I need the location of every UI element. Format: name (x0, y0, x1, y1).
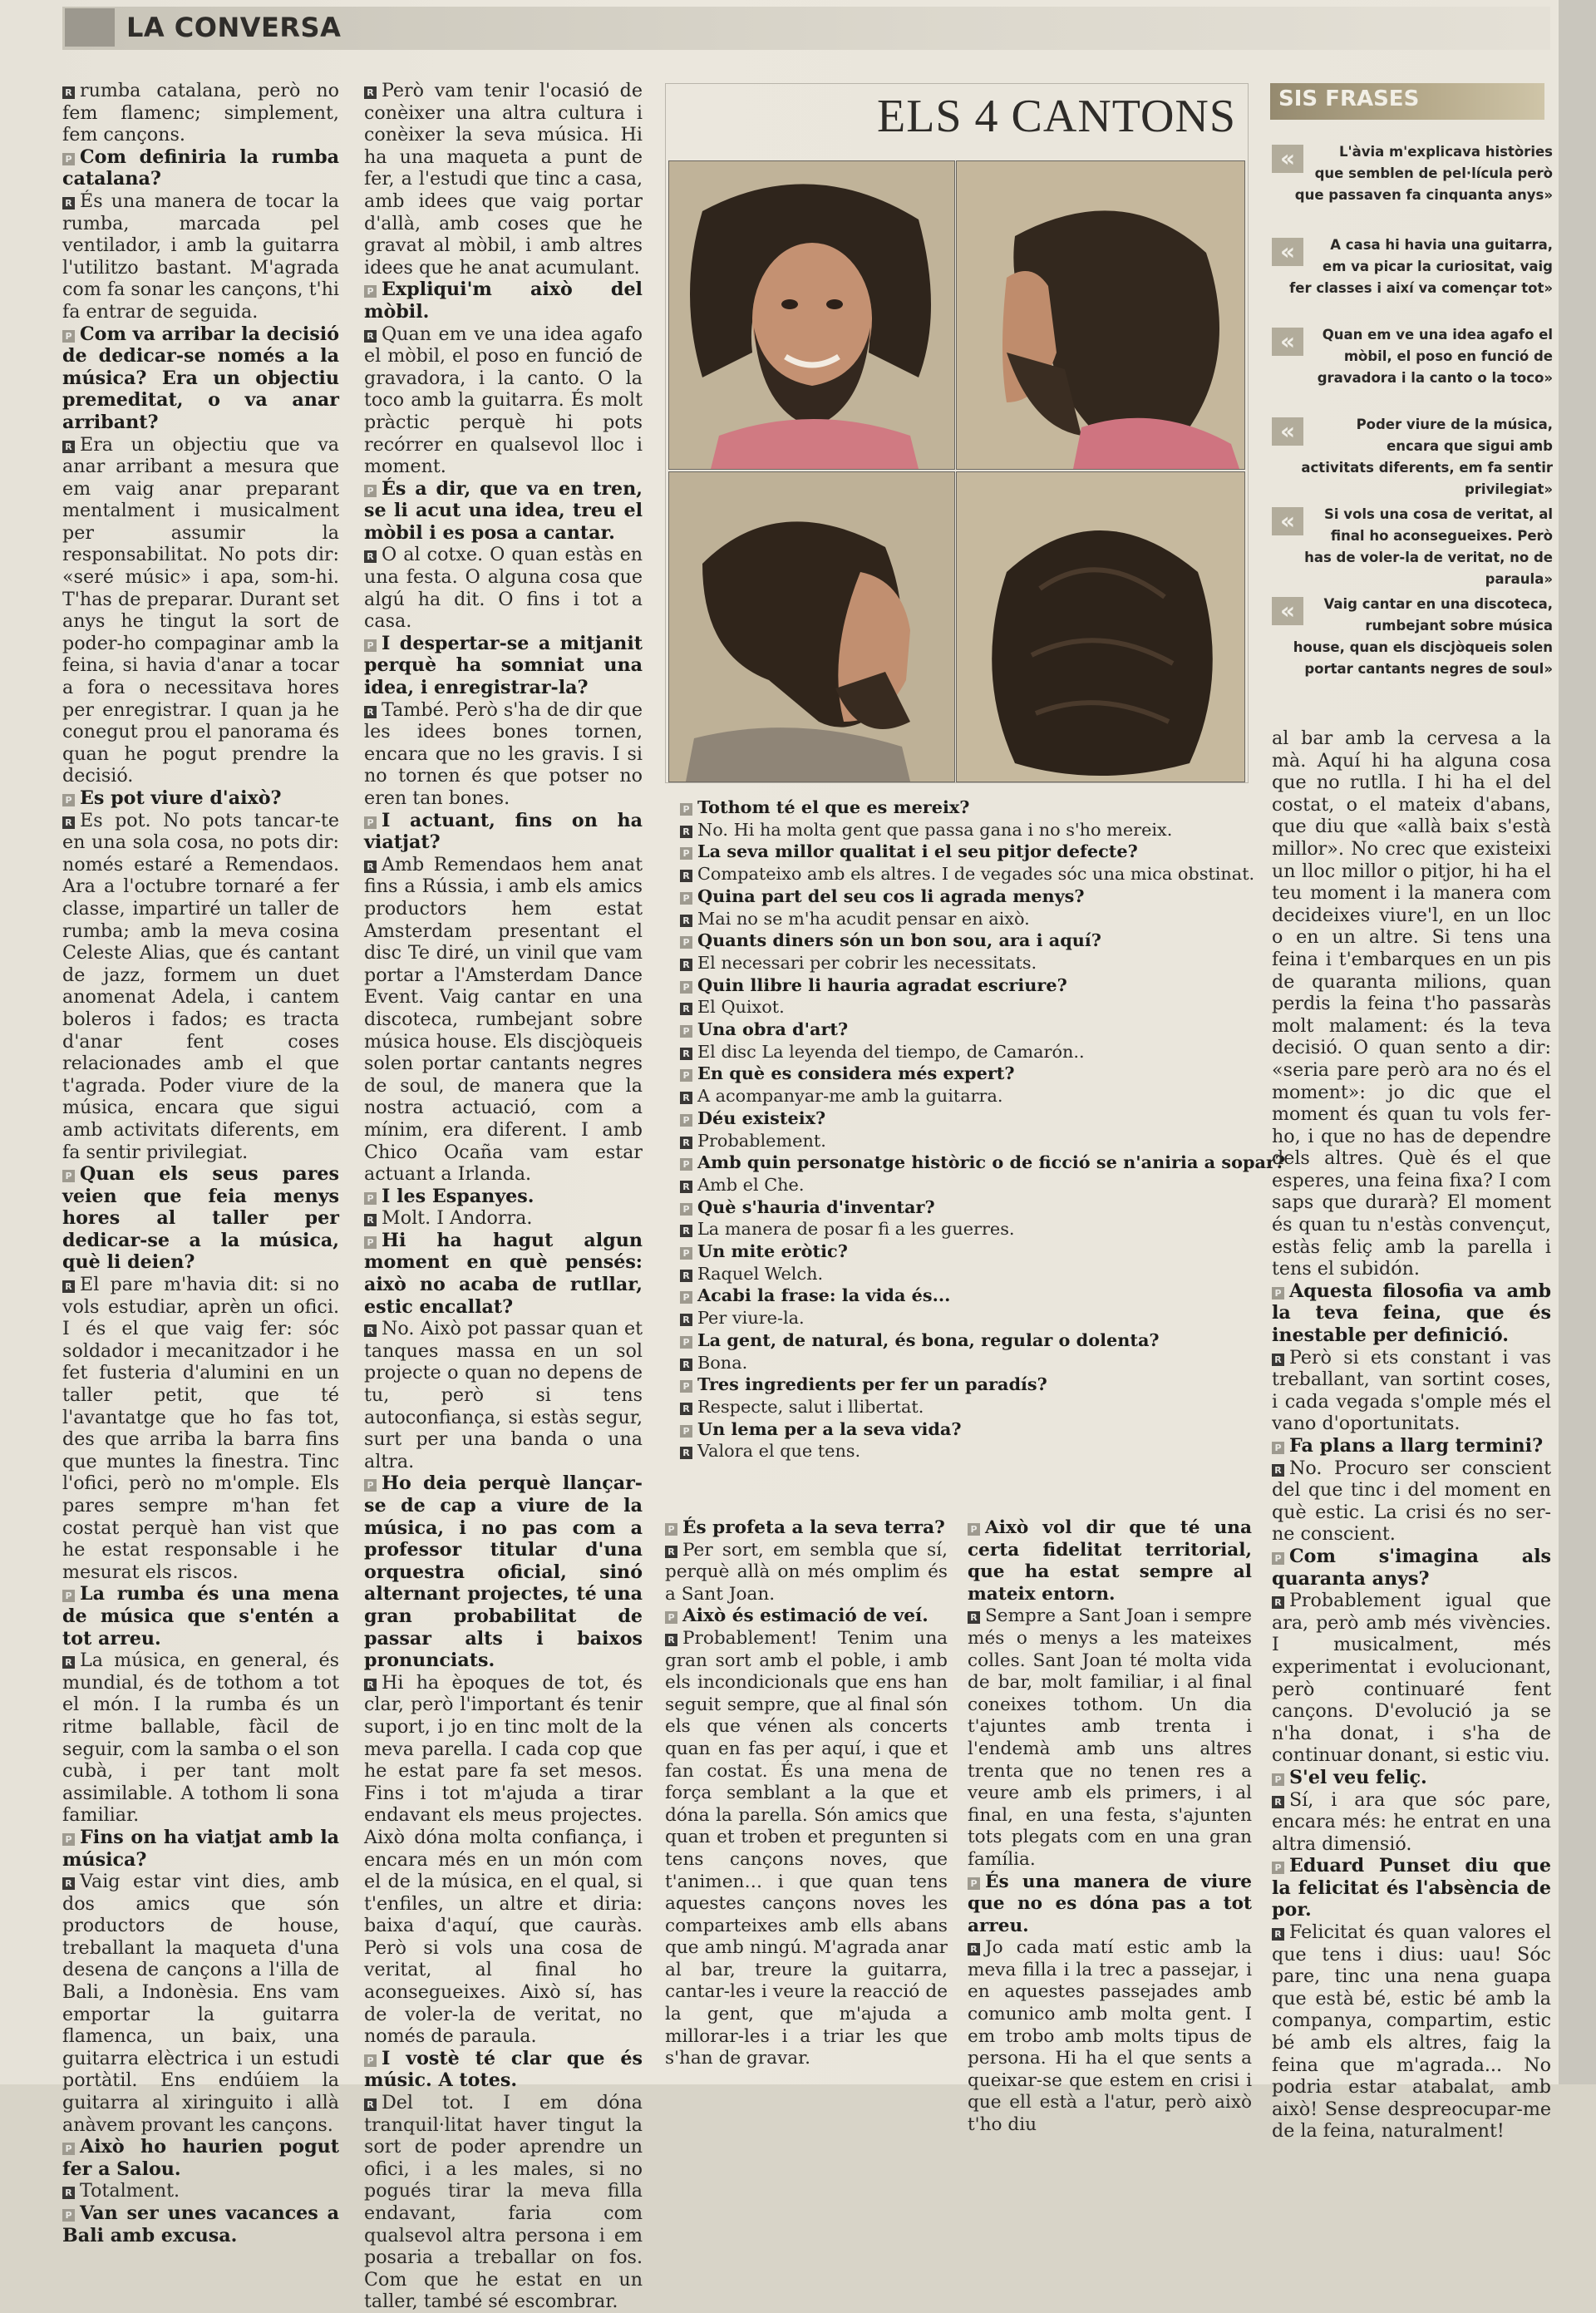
question (1272, 1435, 1551, 1457)
question-text: I vostè té clar que és músic. A totes. (364, 2047, 643, 2092)
answer-marker: R (62, 86, 75, 99)
question-text: I despertar-se a mitjanit perquè ha somniat una idea, i enregistrar-la? (364, 632, 643, 699)
question-text: Quina part del seu cos li agrada menys? (697, 885, 1085, 906)
answer-text: Amb el Che. (697, 1174, 805, 1195)
question (680, 1373, 1254, 1396)
answer-marker: R (364, 1324, 377, 1337)
question-marker: P (680, 936, 692, 949)
answer (364, 323, 643, 478)
quote-text: Quan em ve una idea agafo el mòbil, el poso en funció de gravadora i la canto o la toco» (1317, 327, 1553, 386)
answer (680, 1174, 1254, 1196)
answer-marker: R (680, 1225, 692, 1237)
question (680, 1107, 1254, 1130)
question-marker: P (364, 639, 377, 652)
answer-marker: R (680, 1181, 692, 1193)
answer-marker: R (364, 86, 377, 99)
answer (680, 819, 1254, 841)
question-marker: P (680, 1425, 692, 1438)
question-marker: P (364, 1236, 377, 1249)
answer-text: La manera de posar fi a les guerres. (697, 1219, 1015, 1240)
question-marker: P (665, 1611, 677, 1624)
quote-mark-icon: « (1272, 597, 1303, 625)
answer-text: Raquel Welch. (697, 1263, 824, 1284)
question-text: Un lema per a la seva vida? (697, 1418, 962, 1439)
answer-marker: R (364, 861, 377, 873)
sis-frases-quote (1270, 234, 1553, 299)
answer (364, 699, 643, 810)
answer-marker: R (1272, 1928, 1284, 1941)
question-text: Què s'hauria d'inventar? (697, 1196, 935, 1217)
question-marker: P (680, 1158, 692, 1171)
question (665, 1605, 948, 1628)
question (680, 974, 1254, 997)
question-marker: P (680, 1069, 692, 1082)
answer-marker: R (1272, 1464, 1284, 1477)
question (680, 841, 1254, 863)
question-text: Això ho haurien pogut fer a Salou. (62, 2136, 339, 2180)
question-marker: P (968, 1523, 980, 1536)
question-text: Quants diners són un bon sou, ara i aquí? (697, 930, 1101, 951)
portrait-back-photo (956, 471, 1245, 782)
question-marker: P (364, 285, 377, 298)
question (62, 1827, 339, 1871)
answer (1272, 1921, 1551, 2143)
answer-text: Però si ets constant i vas treballant, van sortint coses, i cada vegada s'omple més el vano d'oportunitats. (1272, 1346, 1551, 1435)
question (364, 1230, 643, 1318)
question-marker: P (62, 2143, 75, 2155)
answer-text: Valora el que tens. (697, 1441, 861, 1462)
answer-text: Vaig estar vint dies, amb dos amics que són productors de house, treballant la maqueta d'una desena de cançons a l'illa de Bali, a Indonèsia. Ens vam emportar la guitarra flamenca, un baix, una guitarra elèctrica i un estudi portàtil. Ens endúiem la guitarra al xiringuito i allà anàvem provant les cançons. (62, 1871, 339, 2136)
answer (62, 434, 339, 788)
answer (680, 1396, 1254, 1418)
answer-marker: R (680, 1359, 692, 1371)
question-marker: P (1272, 1862, 1284, 1874)
answer-text: Respecte, salut i llibertat. (697, 1396, 924, 1417)
answer-marker: R (364, 550, 377, 563)
question-text: Fa plans a llarg termini? (1289, 1435, 1544, 1457)
answer-marker: R (364, 1679, 377, 1691)
question-marker: P (62, 153, 75, 165)
question (680, 1285, 1254, 1307)
answer-text: O al cotxe. O quan estàs en una festa. O alguna cosa que algú ha dit. O fins i tot a casa. (364, 544, 643, 633)
question-marker: P (62, 330, 75, 343)
answer-text: No. Hi ha molta gent que passa gana i no s'ho mereix. (697, 819, 1173, 840)
question-marker: P (1272, 1287, 1284, 1300)
answer (364, 1672, 643, 2048)
answer-text: Hi ha èpoques de tot, és clar, però l'important és tenir suport, i jo en tinc molt de la meva parella. I cada cop que he estat pare fa set mesos. Fins i tot m'ajuda a tirar endavant els meus projectes. Això dóna molta confiança, i encara més en un món com el de la música, en el qual, si t'enfiles, un altre et diria: baixa d'aquí, que cauràs. Però si vols una cosa de veritat, al final ho aconsegueixes. Això sí, has de voler-la de veritat, no només de paraula. (364, 1671, 643, 2048)
question-text: Eduard Punset diu que la felicitat és l'absència de por. (1272, 1855, 1551, 1921)
quote-text: Poder viure de la música, encara que sigui amb activitats diferents, em fa sentir privilegiat» (1301, 417, 1553, 497)
question-marker: P (680, 803, 692, 816)
answer (62, 1871, 339, 2136)
question-marker: P (680, 981, 692, 994)
answer-marker: R (665, 1546, 677, 1558)
answer (680, 908, 1254, 930)
answer-marker: R (680, 1137, 692, 1149)
answer (665, 1540, 948, 1606)
answer-text: Molt. I Andorra. (382, 1207, 533, 1230)
answer (62, 1274, 339, 1583)
answer-text: Del tot. I em dóna tranquil·litat haver tingut la sort de poder aprendre un ofici, i a les males, si no pogués tirar la meva filla endavant, faria com qualsevol altra persona i em posaria a treballar on fos. Com que he estat en un taller, també sé escombrar. (364, 2092, 643, 2313)
els-4-cantons-qa (680, 796, 1286, 1462)
answer (62, 80, 339, 146)
quote-text: A casa hi havia una guitarra, em va picar la curiositat, vaig fer classes i així va començar tot» (1289, 237, 1553, 296)
question-marker: P (680, 1380, 692, 1393)
answer-text: Probablement! Tenim una gran sort amb el poble, i amb els incondicionals que ens han seguit sempre, que al final són els que vénen als concerts quan en fas per aquí, i que et fan costat. És una mena de força semblant a la que et dóna la parella. Són amics que quan et troben et pregunten si tens cançons noves, que t'animen… i que quan tens aquestes cançons noves les comparteixes amb ells abans que amb ningú. M'agrada anar al bar, treure la guitarra, cantar-les i veure la reacció de la gent, que m'ajuda a millorar-les i a triar les que s'han de gravar. (665, 1627, 948, 2069)
answer (364, 1207, 643, 1230)
sis-frases-quote (1270, 414, 1553, 501)
answer-text: Quan em ve una idea agafo el mòbil, el poso en funció de gravadora, i la canto. O la toco amb la guitarra. És molt pràctic perquè hi pots recórrer en qualsevol lloc i moment. (364, 323, 643, 478)
answer-marker: R (680, 1092, 692, 1104)
question-marker: P (680, 1291, 692, 1304)
answer (62, 2180, 339, 2202)
answer-marker: R (364, 2098, 377, 2111)
quote-text: Si vols una cosa de veritat, al final ho aconsegueixes. Però has de voler-la de veritat, no de paraula» (1304, 506, 1553, 587)
quote-mark-icon: « (1272, 507, 1303, 535)
question (680, 1196, 1254, 1219)
answer (680, 996, 1254, 1018)
question-text: Això vol dir que té una certa fidelitat territorial, que ha estat sempre al mateix entorn. (968, 1517, 1252, 1605)
answer-text: És una manera de tocar la rumba, marcada pel ventilador, i amb la guitarra l'utilitzo bastant. M'agrada com fa sonar les cançons, t'hi fa entrar de seguida. (62, 190, 339, 323)
question (364, 810, 643, 854)
answer (62, 190, 339, 323)
answer-text: Sí, i ara que sóc pare, encara més: he entrat en una altra dimensió. (1272, 1788, 1551, 1855)
answer-marker: R (680, 1403, 692, 1415)
answer-marker: R (62, 1280, 75, 1293)
column-1 (62, 80, 339, 2246)
question (1272, 1855, 1551, 1921)
question-marker: P (364, 2054, 377, 2067)
question (62, 1583, 339, 1650)
answer-marker: R (680, 870, 692, 882)
question (364, 633, 643, 699)
question (665, 1517, 948, 1540)
sis-frases-quote (1270, 141, 1553, 206)
answer-marker: R (665, 1634, 677, 1646)
question-marker: P (680, 1203, 692, 1216)
question-marker: P (364, 816, 377, 829)
answer-text: També. Però s'ha de dir que les idees bones tornen, encara que no les gravis. I si no tornen és que potser no eren tan bones. (364, 698, 643, 809)
question (1272, 1767, 1551, 1789)
question (364, 1186, 643, 1208)
answer-marker: R (364, 330, 377, 343)
answer-text: Totalment. (80, 2180, 180, 2202)
section-marker (65, 8, 115, 47)
answer-text: Es pot. No pots tancar-te en una sola cosa, no pots dir: només estaré a Remendaos. Ara a l'octubre tornaré a fer classe, impartiré un taller de rumba; amb la meva cosina Celeste Alias, que és cantant de jazz, formem un duet anomenat Adela, i cantem boleros i fados; es tracta d'anar fent coses relacionades amb el que t'agrada. Poder viure de la música, encara que sigui amb activitats diferents, em fa sentir privilegiat. (62, 809, 339, 1163)
answer (1272, 727, 1551, 1280)
answer (680, 1263, 1254, 1285)
answer-marker: R (680, 959, 692, 971)
question (968, 1872, 1252, 1938)
quote-mark-icon: « (1272, 238, 1303, 266)
question (364, 2048, 643, 2092)
question-marker: P (968, 1877, 980, 1890)
question-text: La gent, de natural, és bona, regular o dolenta? (697, 1329, 1160, 1350)
question-marker: P (364, 1192, 377, 1205)
quote-mark-icon: « (1272, 417, 1303, 446)
answer-marker: R (1272, 1796, 1284, 1808)
answer-text: Felicitat és quan valores el que tens i dius: uau! Sóc pare, tinc una nena guapa que està bé, estic bé amb la companya, compartim, estic bé amb els altres, faig la feina que m'agrada... No podria estar atabalat, amb això! Sense despreocupar-me de la feina, naturalment! (1272, 1921, 1551, 2143)
question (680, 885, 1254, 908)
answer-marker: R (62, 816, 75, 829)
question-text: Com s'imagina als quaranta anys? (1272, 1545, 1551, 1590)
question-text: Tres ingredients per fer un paradís? (697, 1373, 1047, 1395)
answer-text: al bar amb la cervesa a la mà. Aquí hi ha alguna cosa que no rutlla. I hi ha el del costat, o el mateix d'abans, que diu que «allà baix s'està millor». No crec que existeixi un lloc millor o pitjor, hi ha el teu moment i la manera com decideixes viure'l, en un lloc o en un altre. Si tens una feina i t'embarques en un pis de quaranta milions, quan perdis la feina t'ho passaràs molt malament: és la teva decisió. O quan sento a dir: «seria pare però ara no és el moment»: jo dic que el moment és quan tu vols fer-ho, i que no has de dependre dels altres. Què és el que esperes, una feina fixa? I com saps que durarà? El moment és quan tu n'estàs convençut, estàs feliç amb la parella i tens el subidón. (1272, 727, 1551, 1280)
question (680, 1240, 1254, 1263)
quote-mark-icon: « (1272, 145, 1303, 173)
answer-text: Amb Remendaos hem anat fins a Rússia, i amb els amics productors hem estat Amsterdam presentant el disc Te diré, un vinil que vam portar a l'Amsterdam Dance Event. Vaig cantar en una discoteca, rumbejant sobre música house. Els discjòqueis solen portar cantants negres de soul, de manera que la nostra actuació, com a mínim, era diferent. I amb Chico Ocaña vam estar actuant a Irlanda. (364, 853, 643, 1186)
question-text: Una obra d'art? (697, 1018, 849, 1040)
answer-text: Compateixo amb els altres. I de vegades sóc una mica obstinat. (697, 864, 1255, 885)
question-text: Fins on ha viatjat amb la música? (62, 1826, 339, 1871)
answer-marker: R (680, 915, 692, 927)
answer (1272, 1457, 1551, 1546)
question (968, 1517, 1252, 1605)
question (364, 279, 643, 323)
question-text: És una manera de viure que no es dóna pas a tot arreu. (968, 1871, 1252, 1936)
answer (680, 952, 1254, 974)
answer-marker: R (680, 1447, 692, 1459)
column-3 (665, 1517, 948, 2070)
answer-marker: R (1272, 1354, 1284, 1366)
sis-frases-quote (1270, 504, 1553, 590)
question-marker: P (665, 1523, 677, 1536)
question-text: Això és estimació de veí. (682, 1605, 929, 1627)
answer-marker: R (680, 1003, 692, 1015)
question (62, 323, 339, 434)
answer-marker: R (968, 1943, 980, 1955)
question-text: Déu existeix? (697, 1107, 826, 1128)
question-text: En què es considera més expert? (697, 1063, 1015, 1084)
answer (364, 854, 643, 1186)
question-marker: P (680, 847, 692, 860)
answer (364, 80, 643, 279)
column-2 (364, 80, 643, 2313)
answer (968, 1937, 1252, 2136)
answer (680, 1352, 1254, 1374)
answer-text: El Quixot. (697, 997, 785, 1018)
answer-text: No. Això pot passar quan et tanques massa en un sol projecte o quan no depens de tu, però si tens autoconfiança, si estàs segur, surt per una banda o una altra. (364, 1318, 643, 1472)
answer-marker: R (62, 1656, 75, 1669)
answer (680, 1307, 1254, 1329)
answer-text: Però vam tenir l'ocasió de conèixer una altra cultura i conèixer la seva música. Hi ha una maqueta a punt de fer, a l'estudi que tinc a casa, amb idees que vaig portar d'allà, amb coses que he gravat al mòbil, i amb altres idees que he anat acumulant. (364, 80, 643, 279)
answer (62, 1650, 339, 1827)
question-text: Ho deia perquè llançar-se de cap a viure de la música, i no pas com a professor titular d'una orquestra oficial, sinó alternant projectes, té una gran probabilitat de passar alts i baixos pronunciats. (364, 1472, 643, 1672)
section-title: LA CONVERSA (126, 12, 342, 43)
answer-marker: R (680, 826, 692, 838)
answer-marker: R (62, 1877, 75, 1890)
answer (364, 544, 643, 632)
quote-text: Vaig cantar en una discoteca, rumbejant sobre música house, quan els discjòqueis solen portar cantants negres de soul» (1293, 596, 1553, 677)
answer-text: Per viure-la. (697, 1308, 805, 1329)
question-text: Quan els seus pares veien que feia menys hores al taller per dedicar-se a la música, què li deien? (62, 1163, 339, 1274)
question-text: Un mite eròtic? (697, 1240, 848, 1262)
answer-marker: R (968, 1611, 980, 1624)
question-marker: P (62, 1590, 75, 1602)
portrait-left-profile-photo (956, 160, 1245, 470)
sis-frases-title: SIS FRASES (1278, 86, 1420, 111)
question (62, 146, 339, 190)
quote-mark-icon: « (1272, 328, 1303, 356)
question-text: La rumba és una mena de música que s'entén a tot arreu. (62, 1583, 339, 1650)
question-marker: P (62, 2209, 75, 2222)
question-text: Hi ha hagut algun moment en què pensés: això no acaba de rutllar, estic encallat? (364, 1229, 643, 1318)
question-text: Es pot viure d'això? (80, 787, 282, 809)
question-text: Expliqui'm això del mòbil. (364, 279, 643, 323)
question-marker: P (1272, 1773, 1284, 1786)
question-marker: P (680, 892, 692, 905)
question (364, 478, 643, 545)
sis-frases-quote (1270, 594, 1553, 680)
portrait-right-profile-photo (668, 471, 955, 782)
question-text: Com va arribar la decisió de dedicar-se només a la música? Era un objectiu premeditat, o va anar arribant? (62, 323, 339, 433)
question-text: Amb quin personatge històric o de ficció se n'aniria a sopar? (697, 1152, 1286, 1173)
question-marker: P (1272, 1442, 1284, 1454)
question (680, 796, 1254, 819)
answer (1272, 1347, 1551, 1435)
question-marker: P (364, 1479, 377, 1492)
answer-marker: R (680, 1270, 692, 1282)
answer-marker: R (680, 1314, 692, 1326)
answer-text: Probablement. (697, 1130, 826, 1151)
question-text: Van ser unes vacances a Bali amb excusa. (62, 2202, 339, 2246)
answer-text: Era un objectiu que va anar arribant a mesura que em vaig anar preparant mentalment i musicalment per assumir la responsabilitat. No pots dir: «seré músic» i apa, som-hi. T'has de preparar. Durant set anys he tingut la sort de poder-ho compaginar amb la feina, si havia d'anar a tocar a fora o necessitava hores per enregistrar. I quan ja he conegut prou el panorama és quan he pogut prendre la decisió. (62, 433, 339, 787)
question (680, 1152, 1286, 1174)
answer-text: El disc La leyenda del tiempo, de Camarón.. (697, 1041, 1085, 1062)
answer (680, 1085, 1254, 1107)
question (1272, 1280, 1551, 1347)
question (680, 1418, 1254, 1441)
question-marker: P (680, 1025, 692, 1038)
question-text: La seva millor qualitat i el seu pitjor defecte? (697, 841, 1138, 862)
els-4-cantons-title: ELS 4 CANTONS (877, 91, 1237, 142)
question-text: És a dir, que va en tren, se li acut una idea, treu el mòbil i es posa a cantar. (364, 477, 643, 544)
question (62, 2136, 339, 2180)
answer-marker: R (364, 706, 377, 718)
answer-text: Mai no se m'ha acudit pensar en això. (697, 908, 1030, 929)
question-marker: P (680, 1247, 692, 1260)
answer (680, 863, 1254, 885)
question-text: Tothom té el que es mereix? (697, 796, 970, 817)
question (1272, 1546, 1551, 1590)
quote-text: L'àvia m'explicava històries que semblen de pel·lícula però que passaven fa cinquanta anys» (1294, 144, 1553, 203)
page-edge (1559, 0, 1596, 2084)
question (680, 1329, 1254, 1352)
question-text: Quin llibre li hauria agradat escriure? (697, 974, 1067, 995)
question (680, 930, 1254, 952)
answer (680, 1130, 1254, 1152)
answer-text: El necessari per cobrir les necessitats. (697, 952, 1037, 973)
column-4 (968, 1517, 1252, 2137)
answer (680, 1218, 1254, 1240)
answer (665, 1628, 948, 2070)
answer-text: Jo cada matí estic amb la meva filla i la trec a passejar, i en aquestes passejades amb comunico amb molta gent. I em trobo amb molts tipus de persona. Hi ha el que sents a queixar-se que estem en crisi i que ell està a l'atur, però això t'ho diu (968, 1937, 1252, 2136)
answer (680, 1041, 1254, 1063)
answer-text: Bona. (697, 1352, 748, 1373)
answer-marker: R (680, 1048, 692, 1060)
question-marker: P (364, 485, 377, 497)
question (680, 1018, 1254, 1041)
answer (968, 1605, 1252, 1871)
question-text: Acabi la frase: la vida és... (697, 1285, 951, 1306)
answer (364, 2092, 643, 2313)
column-5 (1272, 727, 1551, 2143)
answer-marker: R (62, 441, 75, 453)
question-text: Aquesta filosofia va amb la teva feina, que és inestable per definició. (1272, 1280, 1551, 1347)
question (62, 2202, 339, 2246)
question-marker: P (680, 1114, 692, 1127)
answer-text: La música, en general, és mundial, és de tothom a tot el món. I la rumba és un ritme ballable, fàcil de seguir, com la samba o el son cubà, i per tant molt assimilable. A tothom li sona familiar. (62, 1650, 339, 1827)
question (62, 787, 339, 810)
answer-marker: R (1272, 1596, 1284, 1609)
question-marker: P (62, 1170, 75, 1182)
answer (62, 810, 339, 1164)
answer (1272, 1590, 1551, 1767)
question-marker: P (1272, 1552, 1284, 1565)
question-marker: P (680, 1336, 692, 1349)
answer-text: rumba catalana, però no fem flamenc; simplement, fem cançons. (62, 80, 339, 146)
answer-marker: R (62, 2187, 75, 2199)
question-text: S'el veu feliç. (1289, 1766, 1427, 1788)
portrait-front-photo (668, 160, 955, 470)
answer-text: Sempre a Sant Joan i sempre més o menys a les mateixes colles. Sant Joan té molta vida de bar, molt familiar, i al final coneixes tothom. Un dia t'ajuntes amb trenta i l'endemà amb uns altres trenta que no tenen res a veure amb els primers, i al final, en una festa, s'ajunten tots plegats com en una gran família. (968, 1605, 1252, 1870)
question (364, 1472, 643, 1671)
answer (680, 1440, 1254, 1462)
question-text: Com definiria la rumba catalana? (62, 145, 339, 190)
question-text: És profeta a la seva terra? (682, 1517, 945, 1538)
question (680, 1063, 1254, 1085)
question-text: I actuant, fins on ha viatjat? (364, 809, 643, 854)
question (62, 1163, 339, 1274)
answer-marker: R (62, 197, 75, 210)
question-marker: P (62, 794, 75, 806)
answer (1272, 1789, 1551, 1856)
sis-frases-quote (1270, 324, 1553, 389)
answer-text: Per sort, em sembla que sí, perquè allà on més omplim és a Sant Joan. (665, 1539, 948, 1605)
answer-marker: R (364, 1214, 377, 1226)
answer-text: Probablement igual que ara, però amb més vivències. I musicalment, més experimentat i evolucionant, però continuaré fent cançons. D'evolució ja se n'ha donat, i s'ha de continuar donant, si estic viu. (1272, 1590, 1551, 1767)
answer-text: No. Procuro ser conscient del que tinc i del moment en què estic. La crisi és no ser-ne conscient. (1272, 1457, 1551, 1546)
answer (364, 1318, 643, 1472)
answer-text: A acompanyar-me amb la guitarra. (697, 1086, 1003, 1107)
question-text: I les Espanyes. (382, 1185, 534, 1207)
question-marker: P (62, 1833, 75, 1846)
answer-text: El pare m'havia dit: si no vols estudiar, aprèn un ofici. I és el que vaig fer: sóc soldador i mecanitzador i he fet fusteria d'alumini en un taller petit, que té l'avantatge que ho fas tot, des que arriba la barra fins que muntes la finestra. Tinc l'ofici, però no m'omple. Els pares sempre m'han fet costat perquè han vist que he estat responsable i he mesurat els riscos. (62, 1274, 339, 1583)
